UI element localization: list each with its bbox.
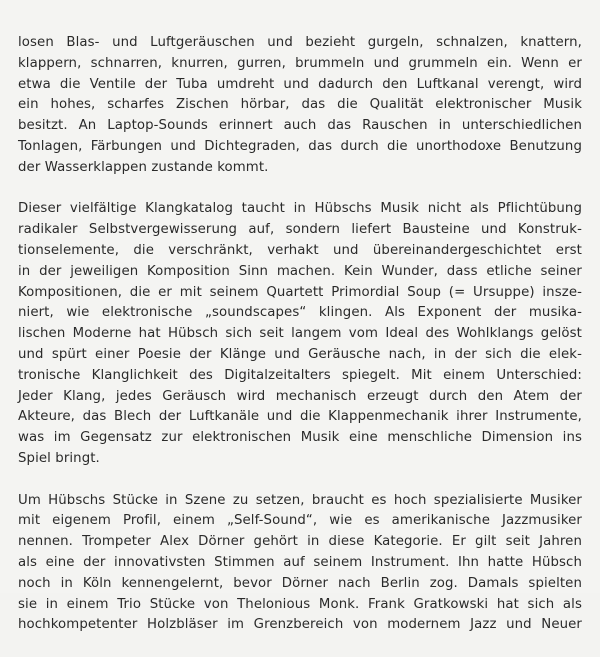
text-line: besitzt. An Laptop-Sounds erinnert auch das Rauschen in unterschiedlichen bbox=[18, 118, 582, 134]
text-line: ein hohes, scharfes Zischen hörbar, das die Qualität elektronischer Musik bbox=[18, 97, 582, 113]
text-line: nennen. Trompeter Alex Dörner gehört in diese Kategorie. Er gilt seit Jahren bbox=[18, 534, 582, 550]
text-line: Kompositionen, die er mit seinem Quartett Primordial Soup (= Ursuppe) insze- bbox=[18, 284, 582, 300]
text-line: als eine der innovativsten Stimmen auf seinem Instrument. Ihn hatte Hübsch bbox=[18, 554, 582, 570]
text-line: tionselemente, die verschränkt, verhakt und übereinandergeschichtet erst bbox=[18, 242, 582, 258]
text-line: in der jeweiligen Komposition Sinn machen. Kein Wunder, dass etliche seiner bbox=[18, 263, 582, 279]
text-line: noch in Köln kennengelernt, bevor Dörner nach Berlin zog. Damals spielten bbox=[18, 575, 582, 591]
text-line: mit eigenem Profil, einem „Self-Sound“, wie es amerikanische Jazzmusiker bbox=[18, 513, 582, 529]
text-line: Jeder Klang, jedes Geräusch wird mechanisch erzeugt durch den Atem der bbox=[18, 388, 582, 404]
paragraph-2 bbox=[18, 199, 582, 469]
text-line: hochkompetenter Holzbläser im Grenzbereich von modernem Jazz und Neuer bbox=[18, 617, 582, 633]
paragraph-1 bbox=[18, 33, 582, 179]
text-line: niert, wie elektronische „soundscapes“ klingen. Als Exponent der musika- bbox=[18, 305, 582, 321]
text-line: Um Hübschs Stücke in Szene zu setzen, braucht es hoch spezialisierte Musiker bbox=[18, 492, 582, 508]
text-line: Tonlagen, Färbungen und Dichtegraden, das durch die unorthodoxe Benutzung bbox=[18, 138, 582, 154]
text-line: und spürt einer Poesie der Klänge und Geräusche nach, in der sich die elek- bbox=[18, 346, 582, 362]
text-line: was im Gegensatz zur elektronischen Musik eine menschliche Dimension ins bbox=[18, 430, 582, 446]
text-line: radikaler Selbstvergewisserung auf, sondern liefert Bausteine und Konstruk- bbox=[18, 222, 582, 238]
text-line: der Wasserklappen zustande kommt. bbox=[18, 159, 269, 175]
text-line: klappern, schnarren, knurren, gurren, brummeln und grummeln ein. Wenn er bbox=[18, 55, 582, 71]
text-line: Dieser vielfältige Klangkatalog taucht in Hübschs Musik nicht als Pflichtübung bbox=[18, 201, 582, 217]
text-line: Spiel bringt. bbox=[18, 450, 100, 466]
text-line: sie in einem Trio Stücke von Thelonious Monk. Frank Gratkowski hat sich als bbox=[18, 596, 582, 612]
text-line: Akteure, das Blech der Luftkanäle und die Klappenmechanik ihrer Instrumente, bbox=[18, 409, 582, 425]
text-line: tronische Klanglichkeit des Digitalzeitalters spiegelt. Mit einem Unterschied: bbox=[18, 367, 582, 383]
text-line: lischen Moderne hat Hübsch sich seit langem vom Ideal des Wohlklangs gelöst bbox=[18, 326, 582, 342]
paragraph-3 bbox=[18, 491, 582, 637]
text-line: etwa die Ventile der Tuba umdreht und dadurch den Luftkanal verengt, wird bbox=[18, 76, 582, 92]
body-text bbox=[18, 33, 582, 657]
text-line: losen Blas- und Luftgeräuschen und bezieht gurgeln, schnalzen, knattern, bbox=[18, 35, 582, 50]
